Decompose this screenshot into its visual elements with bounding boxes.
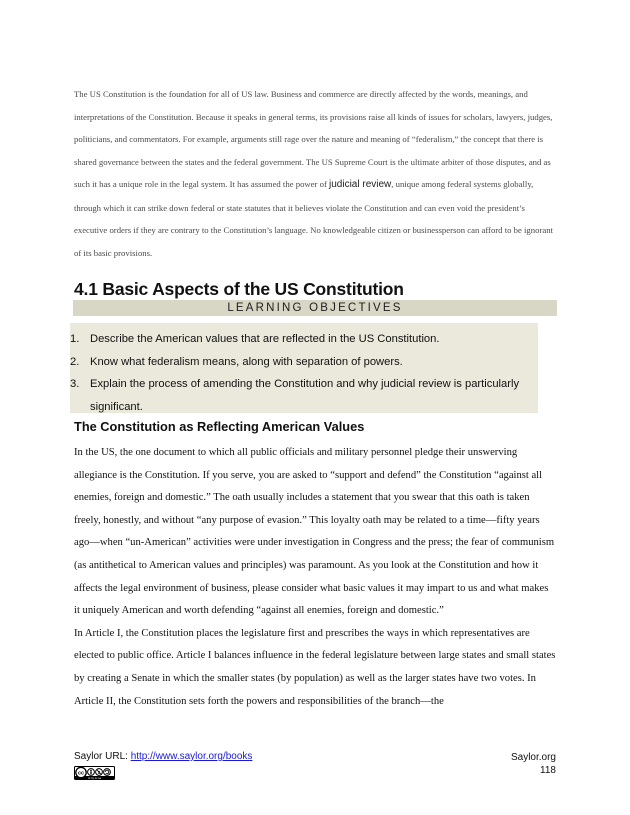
intro-text-before: The US Constitution is the foundation for all of US law. Business and commerce are directly affected by the words, meanings, and interpretations of the Constitution. Because it speaks in general terms, its provisions raise all kinds of issues for scholars, lawyers, judges, politicians, and commentators. For example, arguments still rage over the nature and meaning of “federalism,” the concept that there is shared governance between the states and the federal government. The US Supreme Court is the ultimate arbiter of those disputes, and as such it has a unique role in the legal system. It has assumed the power of [74,89,553,189]
body-text [74,442,556,713]
footer-source [74,751,252,762]
footer-url-label: Saylor URL: [74,751,131,762]
section-title: 4.1 Basic Aspects of the US Constitution [74,279,404,299]
objective-text: Describe the American values that are reflected in the US Constitution. [90,333,440,345]
objective-text: Explain the process of amending the Constitution and why judicial review is particularly significant. [90,378,520,413]
key-term-judicial-review: judicial review [329,179,392,190]
objective-number: 3. [70,378,80,390]
objective-number: 2. [70,355,80,368]
intro-paragraph [74,83,554,264]
svg-text:cc: cc [77,770,85,777]
cc-license-badge-icon[interactable] [74,766,115,780]
subsection-title: The Constitution as Reflecting American Values [74,419,365,434]
body-paragraph-1: In the US, the one document to which all public officials and military personnel pledge their unswerving allegiance is the Constitution. If you serve, you are asked to “support and defend” the Constitution “against all enemies, foreign and domestic.” The oath usually includes a statement that you swear that this oath is taken freely, honestly, and without “any purpose of evasion.” This loyalty oath may be related to a time—fifty years ago—when “un-American” activities were under investigation in Congress and the press; the fear of communism (as antithetical to American values and principles) was paramount. As you look at the Constitution and how it affects the legal environment of business, please consider what basic values it may impart to us and what makes it uniquely American and worth defending “against all enemies, foreign and domestic.” [74,447,555,617]
learning-objective-item [70,328,540,351]
learning-objective-item [70,351,540,374]
license-badge-label: cc by nc sa [88,777,101,780]
intro-text-after: , unique among federal systems globally, through which it can strike down federal or state statutes that it believes violate the Constitution and can even void the president’s executive orders if they are contrary to the Constitution’s language. No knowledgeable citizen or businessperson can afford to be ignorant of its basic provisions. [74,179,553,258]
learning-objectives-header: LEARNING OBJECTIVES [73,300,557,316]
objective-number: 1. [70,333,80,345]
page-number: 118 [540,765,556,776]
footer-site: Saylor.org [510,752,556,763]
footer-url-link[interactable]: http://www.saylor.org/books [130,751,253,762]
objective-text: Know what federalism means, along with separation of powers. [90,355,403,368]
learning-objective-item [70,373,540,418]
learning-objectives-list [70,328,540,418]
footer-right [511,751,556,777]
body-paragraph-2: In Article I, the Constitution places the legislature first and prescribes the ways in which representatives are elected to public office. Article I balances influence in the federal legislature between large states and small states by creating a Senate in which the smaller states (by population) as well as the larger states have two votes. In Article II, the Constitution sets forth the powers and responsibilities of the branch—the [74,627,556,707]
